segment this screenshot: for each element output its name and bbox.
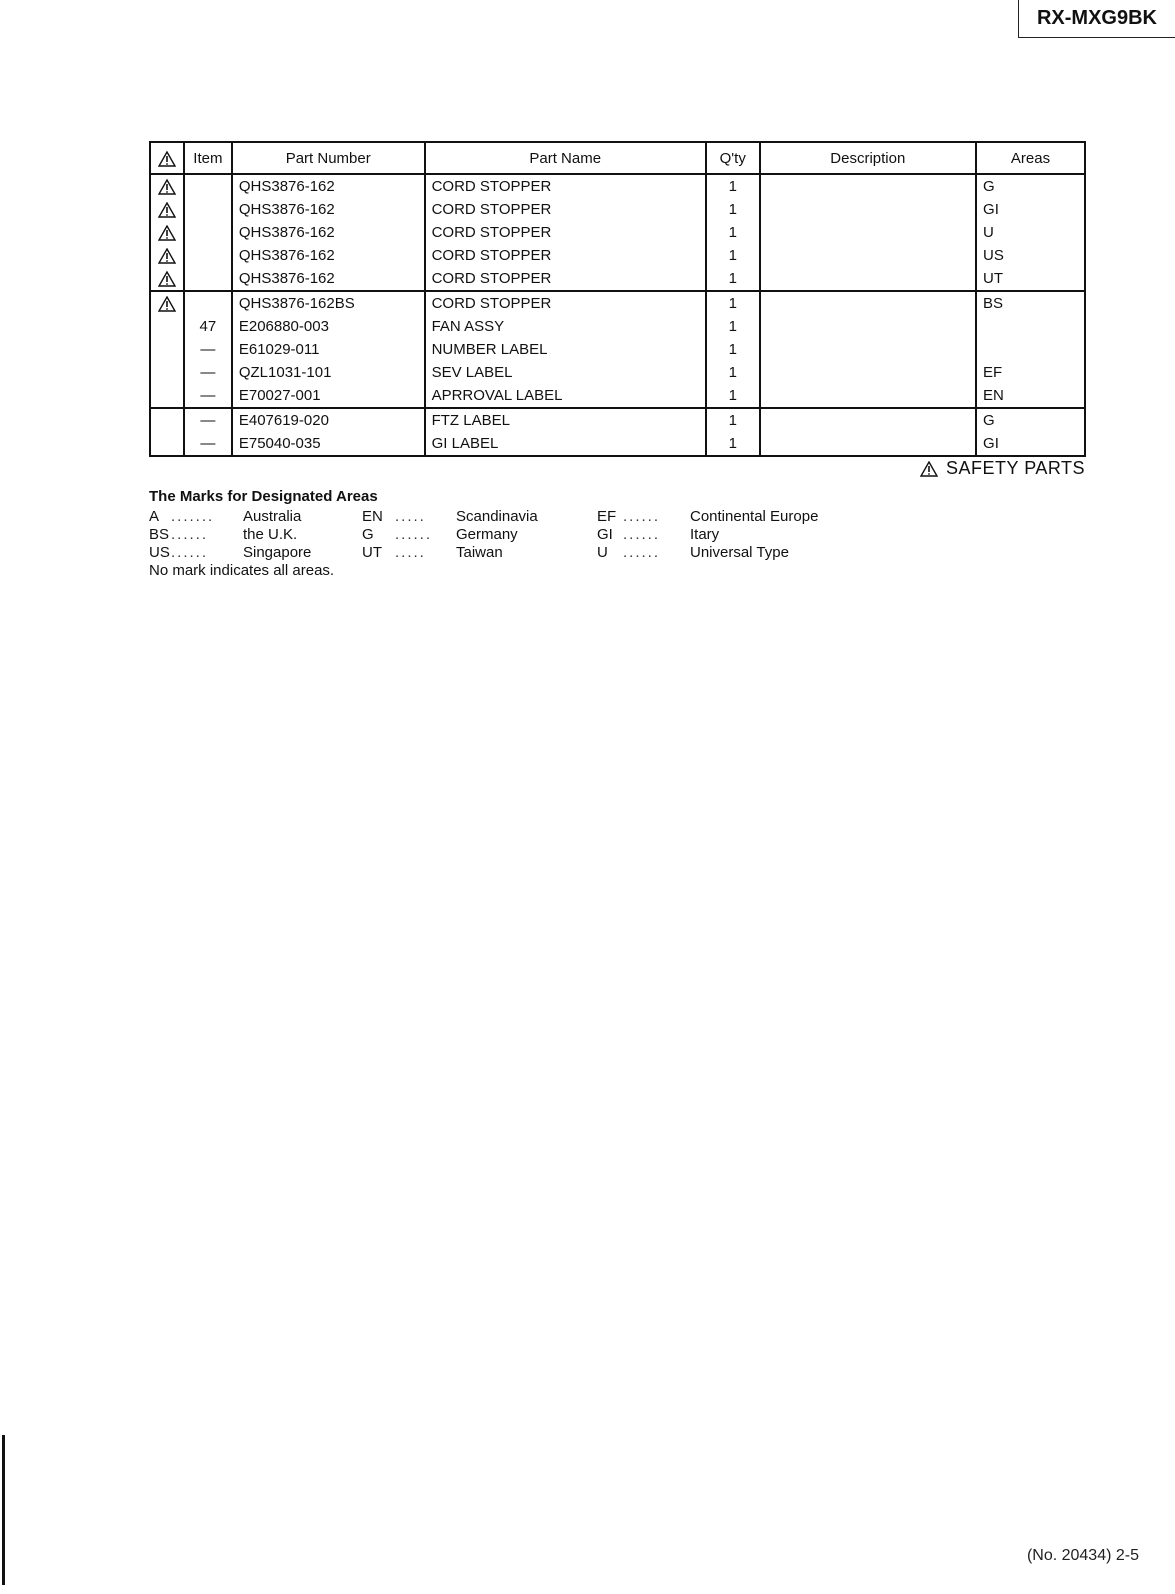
safety-mark-cell: [150, 384, 184, 408]
areas-cell: [976, 315, 1085, 338]
qty-cell: 1: [706, 338, 760, 361]
legend-row: [149, 544, 789, 562]
table-row: [150, 338, 1085, 361]
warning-triangle-icon: [158, 151, 176, 167]
area-code: GI: [597, 526, 613, 543]
safety-mark-cell: [150, 315, 184, 338]
area-name: the U.K.: [243, 526, 298, 543]
item-cell: —: [184, 361, 232, 384]
areas-cell: G: [976, 408, 1085, 432]
item-cell: —: [184, 384, 232, 408]
qty-cell: 1: [706, 432, 760, 456]
areas-cell: GI: [976, 432, 1085, 456]
safety-mark-cell: [150, 338, 184, 361]
leader-dots: .......: [171, 508, 215, 525]
part-name-cell: GI LABEL: [425, 432, 706, 456]
area-code: A: [149, 508, 160, 525]
leader-dots: .....: [395, 544, 426, 561]
qty-cell: 1: [706, 174, 760, 198]
part-number-cell: E206880-003: [232, 315, 425, 338]
safety-parts-label: SAFETY PARTS: [946, 458, 1086, 478]
qty-cell: 1: [706, 267, 760, 291]
description-cell: [760, 384, 976, 408]
qty-cell: 1: [706, 361, 760, 384]
part-number-cell: QHS3876-162BS: [232, 291, 425, 315]
part-number-cell: QHS3876-162: [232, 267, 425, 291]
legend-title: The Marks for Designated Areas: [149, 488, 378, 505]
table-row: [150, 384, 1085, 408]
description-cell: [760, 198, 976, 221]
description-cell: [760, 408, 976, 432]
part-name-cell: NUMBER LABEL: [425, 338, 706, 361]
area-name: Universal Type: [690, 544, 789, 561]
safety-mark-cell: [150, 198, 184, 221]
area-code: G: [362, 526, 374, 543]
description-cell: [760, 174, 976, 198]
item-cell: [184, 174, 232, 198]
safety-mark-cell: [150, 432, 184, 456]
warning-triangle-icon: [158, 296, 176, 312]
warning-triangle-icon: [158, 225, 176, 241]
leader-dots: .....: [395, 508, 426, 525]
part-name-cell: APRROVAL LABEL: [425, 384, 706, 408]
part-number-cell: E70027-001: [232, 384, 425, 408]
area-name: Australia: [243, 508, 302, 525]
part-number-cell: E407619-020: [232, 408, 425, 432]
leader-dots: ......: [395, 526, 433, 543]
area-name: Germany: [456, 526, 518, 543]
areas-cell: BS: [976, 291, 1085, 315]
area-code: BS: [149, 526, 170, 543]
table-row: [150, 221, 1085, 244]
header-safety-mark: [150, 142, 184, 174]
part-number-cell: E61029-011: [232, 338, 425, 361]
qty-cell: 1: [706, 408, 760, 432]
part-name-cell: FTZ LABEL: [425, 408, 706, 432]
part-name-cell: CORD STOPPER: [425, 267, 706, 291]
area-name: Itary: [690, 526, 720, 543]
area-code: U: [597, 544, 608, 561]
safety-mark-cell: [150, 244, 184, 267]
qty-cell: 1: [706, 221, 760, 244]
qty-cell: 1: [706, 244, 760, 267]
legend-note: No mark indicates all areas.: [149, 562, 335, 579]
model-number: RX-MXG9BK: [1036, 7, 1157, 29]
header-qty: Q'ty: [706, 142, 760, 174]
item-cell: [184, 221, 232, 244]
warning-triangle-icon: [158, 179, 176, 195]
part-name-cell: FAN ASSY: [425, 315, 706, 338]
item-cell: [184, 198, 232, 221]
area-code: EF: [597, 508, 617, 525]
part-number-cell: QHS3876-162: [232, 198, 425, 221]
part-number-cell: QHS3876-162: [232, 244, 425, 267]
qty-cell: 1: [706, 198, 760, 221]
description-cell: [760, 361, 976, 384]
area-code: UT: [362, 544, 382, 561]
table-row: [150, 198, 1085, 221]
header-item: Item: [184, 142, 232, 174]
qty-cell: 1: [706, 291, 760, 315]
header-part-number: Part Number: [232, 142, 425, 174]
item-cell: [184, 244, 232, 267]
item-cell: [184, 267, 232, 291]
description-cell: [760, 338, 976, 361]
areas-cell: GI: [976, 198, 1085, 221]
safety-mark-cell: [150, 174, 184, 198]
legend-row: [149, 526, 720, 544]
warning-triangle-icon: [158, 202, 176, 218]
part-number-cell: QZL1031-101: [232, 361, 425, 384]
qty-cell: 1: [706, 384, 760, 408]
table-row: [150, 267, 1085, 291]
description-cell: [760, 244, 976, 267]
item-cell: —: [184, 432, 232, 456]
leader-dots: ......: [623, 526, 661, 543]
area-name: Continental Europe: [690, 508, 819, 525]
table-header-row: [150, 142, 1085, 174]
leader-dots: ......: [623, 544, 661, 561]
qty-cell: 1: [706, 315, 760, 338]
area-code: US: [149, 544, 170, 561]
table-row: [150, 291, 1085, 315]
area-name: Taiwan: [456, 544, 503, 561]
margin-scan-mark: [2, 1435, 5, 1585]
description-cell: [760, 315, 976, 338]
areas-cell: UT: [976, 267, 1085, 291]
part-name-cell: CORD STOPPER: [425, 291, 706, 315]
table-row: [150, 408, 1085, 432]
warning-triangle-icon: [920, 461, 938, 477]
leader-dots: ......: [623, 508, 661, 525]
warning-triangle-icon: [158, 271, 176, 287]
item-cell: 47: [184, 315, 232, 338]
area-name: Scandinavia: [456, 508, 538, 525]
areas-cell: [976, 338, 1085, 361]
area-name: Singapore: [243, 544, 312, 561]
legend-row: [149, 508, 819, 526]
safety-mark-cell: [150, 221, 184, 244]
table-row: [150, 244, 1085, 267]
areas-cell: U: [976, 221, 1085, 244]
area-marks-legend: [149, 488, 819, 580]
model-number-box: [1018, 0, 1175, 38]
areas-cell: G: [976, 174, 1085, 198]
safety-mark-cell: [150, 267, 184, 291]
area-code: EN: [362, 508, 383, 525]
table-row: [150, 432, 1085, 456]
areas-cell: EN: [976, 384, 1085, 408]
safety-mark-cell: [150, 408, 184, 432]
part-number-cell: QHS3876-162: [232, 174, 425, 198]
description-cell: [760, 221, 976, 244]
part-number-cell: QHS3876-162: [232, 221, 425, 244]
part-name-cell: CORD STOPPER: [425, 244, 706, 267]
description-cell: [760, 432, 976, 456]
safety-mark-cell: [150, 361, 184, 384]
part-name-cell: CORD STOPPER: [425, 221, 706, 244]
description-cell: [760, 291, 976, 315]
item-cell: [184, 291, 232, 315]
part-name-cell: CORD STOPPER: [425, 198, 706, 221]
leader-dots: ......: [171, 526, 209, 543]
safety-mark-cell: [150, 291, 184, 315]
header-description: Description: [760, 142, 976, 174]
safety-parts-note: [920, 458, 1085, 479]
header-areas: Areas: [976, 142, 1085, 174]
parts-table: [149, 141, 1086, 457]
table-row: [150, 361, 1085, 384]
item-cell: —: [184, 338, 232, 361]
areas-cell: US: [976, 244, 1085, 267]
part-name-cell: CORD STOPPER: [425, 174, 706, 198]
part-number-cell: E75040-035: [232, 432, 425, 456]
table-row: [150, 315, 1085, 338]
part-name-cell: SEV LABEL: [425, 361, 706, 384]
leader-dots: ......: [171, 544, 209, 561]
description-cell: [760, 267, 976, 291]
table-row: [150, 174, 1085, 198]
page-footer: (No. 20434) 2-5: [1026, 1547, 1139, 1564]
header-part-name: Part Name: [425, 142, 706, 174]
areas-cell: EF: [976, 361, 1085, 384]
warning-triangle-icon: [158, 248, 176, 264]
item-cell: —: [184, 408, 232, 432]
